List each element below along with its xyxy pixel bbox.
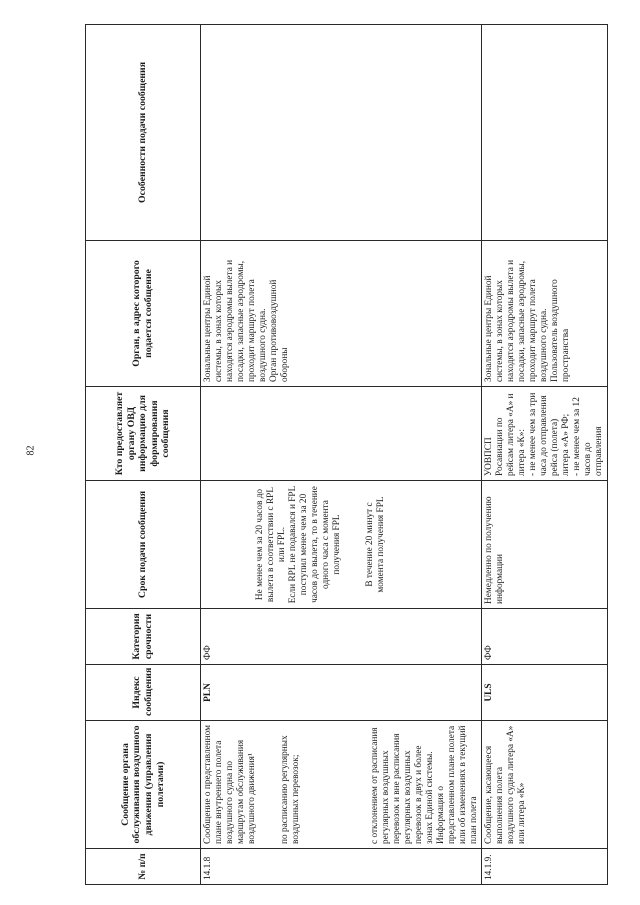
row-message: Сообщение, касающееся выполнения полета воздушного судна литера «А» или литера «К» [482, 721, 608, 849]
table-row [482, 25, 608, 885]
row-index: PLN [201, 665, 482, 721]
row-who [201, 387, 482, 481]
deadline-part-c: В течение 20 минут с момента получения FPL [364, 496, 386, 593]
row-features [201, 25, 482, 241]
page-number: 82 [25, 445, 37, 456]
rotated-page-content [85, 25, 605, 885]
row-recipient: Зональные центры Единой системы, в зонах которых находятся аэродромы вылета и посадки, запасные аэродромы, проходит маршрут полета воздушного судна. Орган противовоздушной обороны [201, 241, 482, 387]
row-who: УОВПСП Росавиации по рейсам литера «А» и литера «К»: - не менее чем за три часа до отправления рейса (полета) литера «А» РФ; - не менее чем за 12 часов до отправления [482, 387, 608, 481]
header-who: Кто предоставляет органу ОВД информацию для формирования сообщения [86, 387, 201, 481]
row-deadline [201, 481, 482, 609]
deadline-part-b: Не менее чем за 20 часов до вылета в соответствии с RPL или FPL. Если RPL не подавался и FPL поступил менее чем за 20 часов до вылета, то в течение одного часа с момента получения FPL [255, 485, 342, 604]
message-part-c: с отклонением от расписания регулярных воздушных перевозок и вне расписания регулярных воздушных перевозок в двух и более зонах Единой системы. Информация о представленном плане полета или об изменениях в текущий план полета [369, 725, 479, 844]
header-message: Сообщение органа обслуживания воздушного движения (управления полетами) [86, 721, 201, 849]
header-features: Особенности подачи сообщения [86, 25, 201, 241]
header-recipient: Орган, в адрес которого подается сообщение [86, 241, 201, 387]
header-category: Категория срочности [86, 609, 201, 665]
header-index: Индекс сообщения [86, 665, 201, 721]
message-part-a: Сообщение о представленном плане внутреннего полета воздушного судна по маршрутам обслуживания воздушного движения¹ [203, 724, 257, 844]
header-deadline: Срок подачи сообщения [86, 481, 201, 609]
header-row [86, 25, 201, 885]
table-row [201, 25, 482, 885]
row-deadline: Немедленно по получению информации [482, 481, 608, 609]
row-index: ULS [482, 665, 608, 721]
message-part-b: по расписанию регулярных воздушных перевозок; [279, 735, 301, 844]
row-category: ФФ [482, 609, 608, 665]
row-num: 14.1.9. [482, 849, 608, 885]
row-message [201, 721, 482, 849]
row-category: ФФ [201, 609, 482, 665]
row-features [482, 25, 608, 241]
message-table [85, 24, 608, 885]
header-num: № п/п [86, 849, 201, 885]
row-recipient: Зональные центры Единой системы, в зонах которых находятся аэродромы вылета и посадки, запасные аэродромы, проходит маршрут полета воздушного судна. Пользователь воздушного пространства [482, 241, 608, 387]
row-num: 14.1.8 [201, 849, 482, 885]
